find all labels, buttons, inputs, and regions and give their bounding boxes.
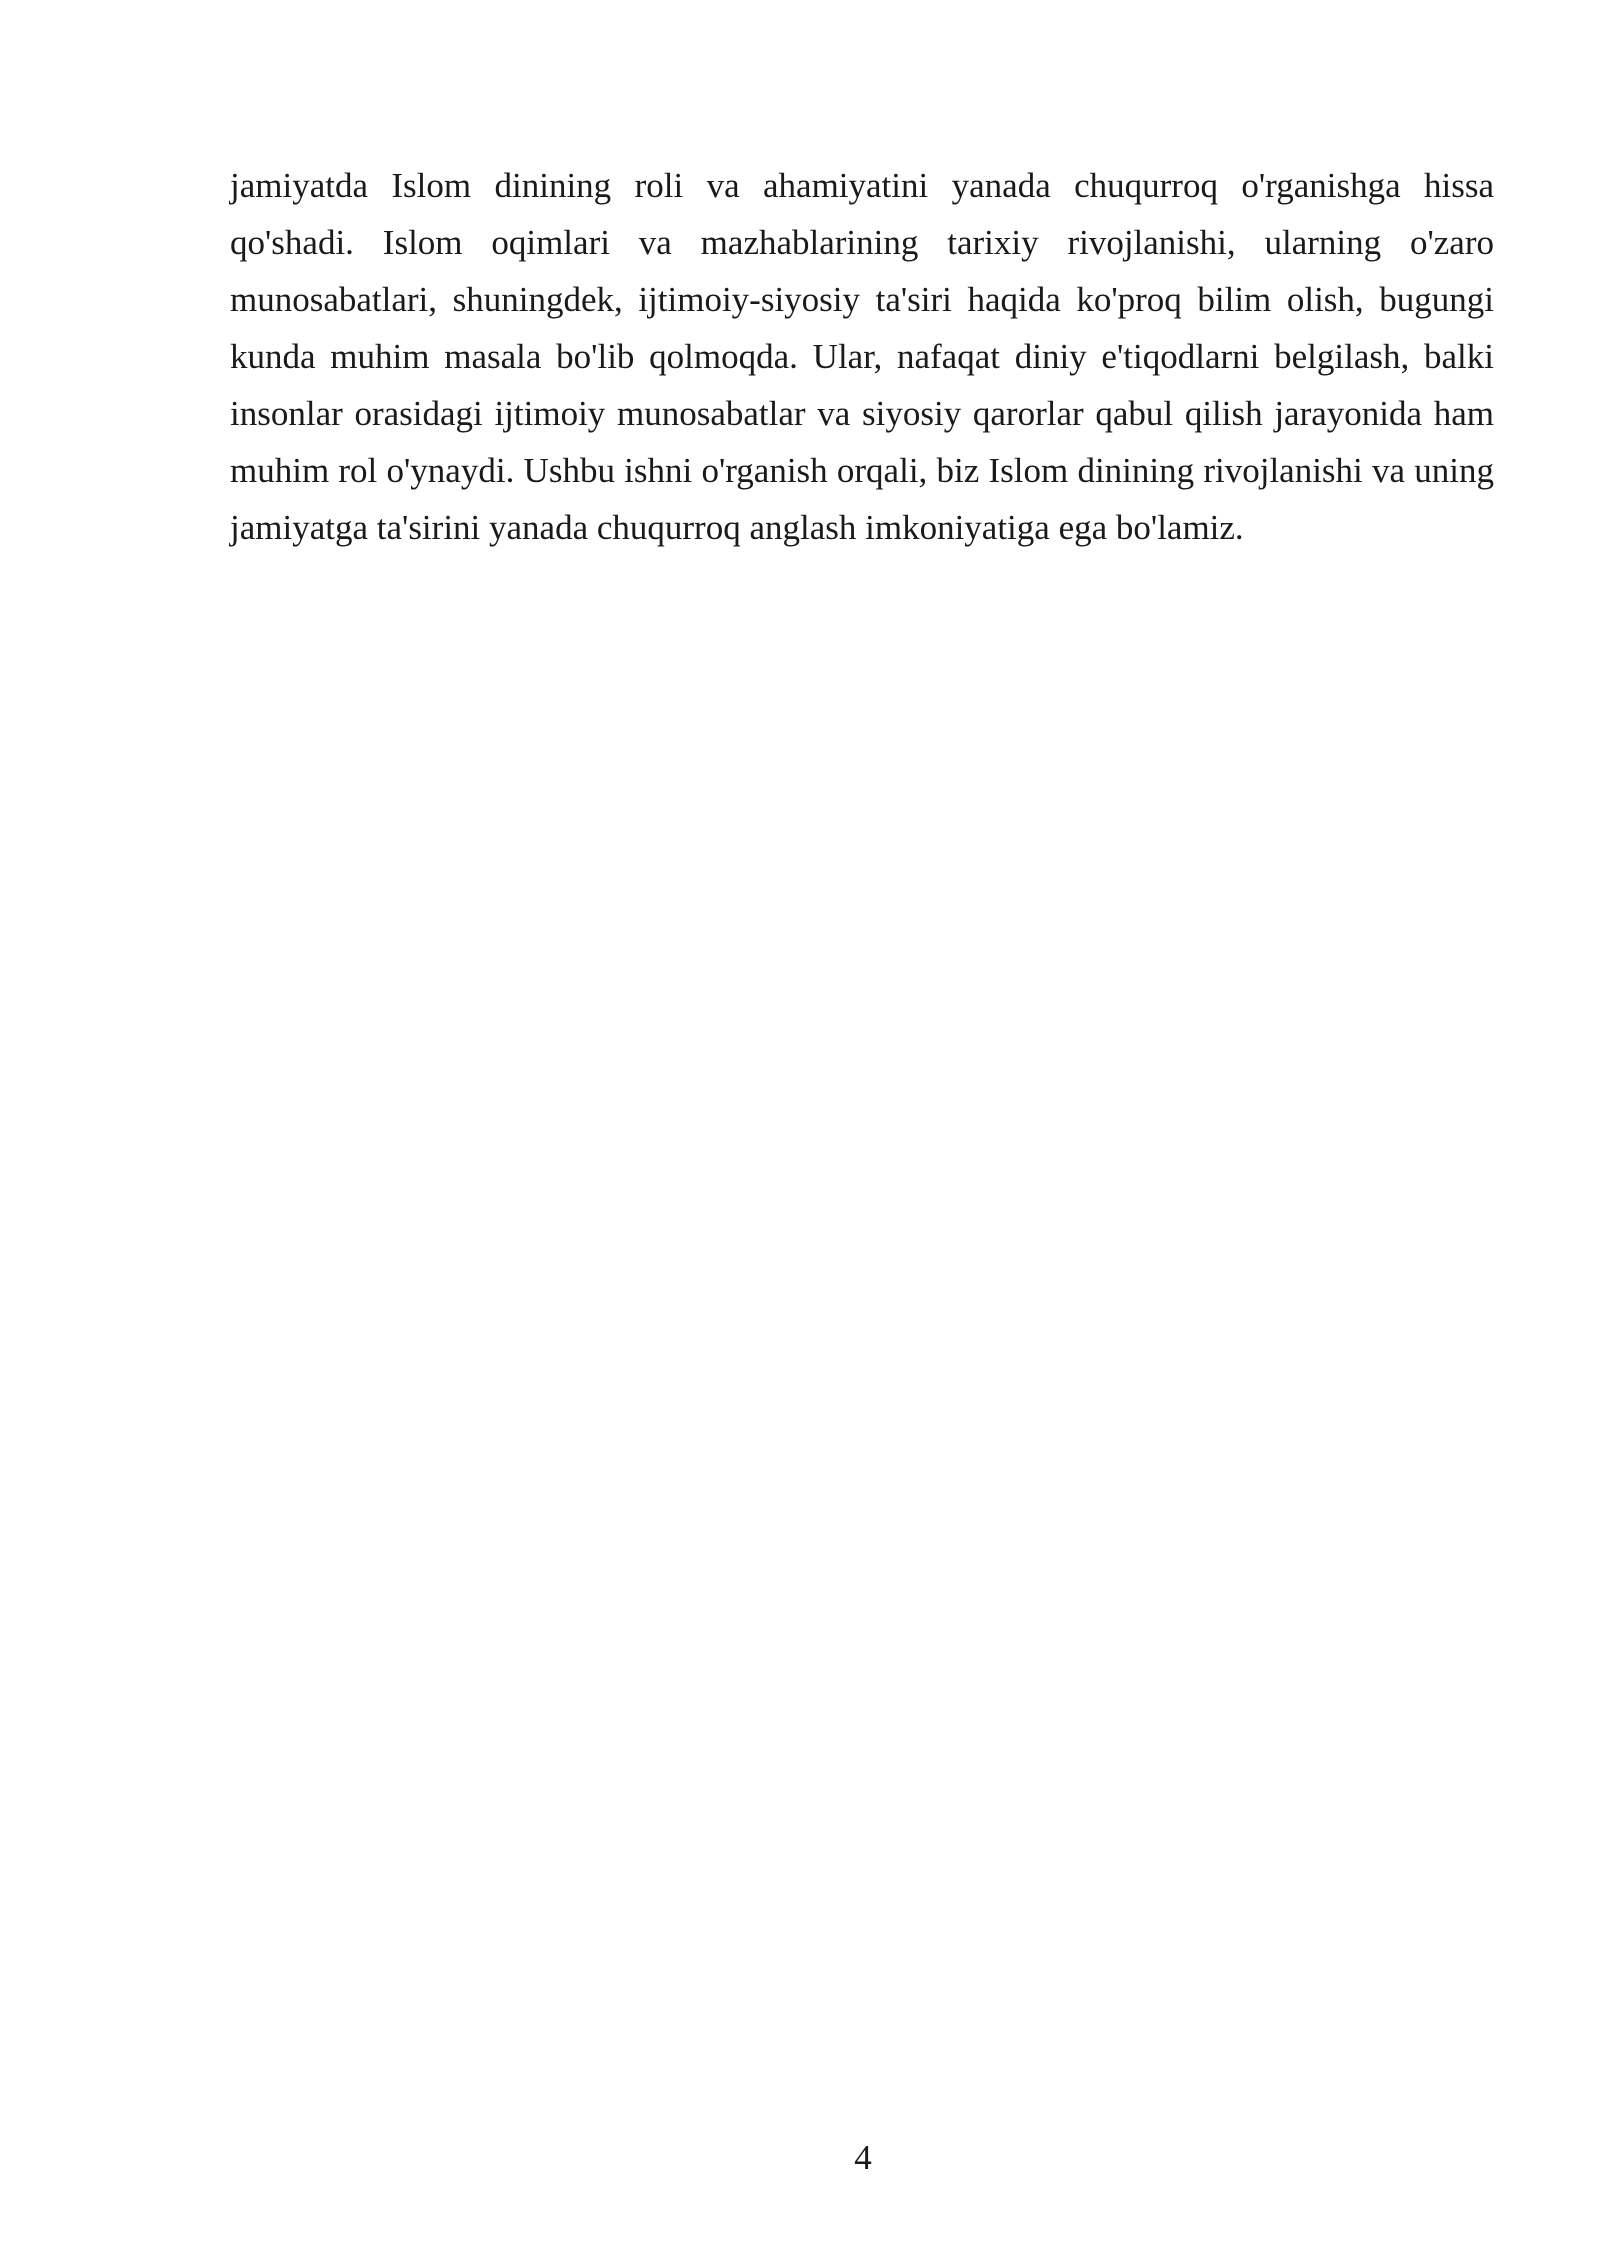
body-paragraph: jamiyatda Islom dinining roli va ahamiyatini yanada chuqurroq o'rganishga hissa qo'shadi. Islom oqimlari va mazhablarining tarixiy rivojlanishi, ularning o'zaro munosabatlari, shuningdek, ijtimoiy-siyosiy ta'siri haqida ko'proq bilim olish, bugungi kunda muhim masala bo'lib qolmoqda. Ular, nafaqat diniy e'tiqodlarni belgilash, balki insonlar orasidagi ijtimoiy munosabatlar va siyosiy qarorlar qabul qilish jarayonida ham muhim rol o'ynaydi. Ushbu ishni o'rganish orqali, biz Islom dinining rivojlanishi va uning jamiyatga ta'sirini yanada chuqurroq anglash imkoniyatiga ega bo'lamiz. bbox=[230, 166, 1494, 547]
page-number: 4 bbox=[854, 2138, 872, 2177]
